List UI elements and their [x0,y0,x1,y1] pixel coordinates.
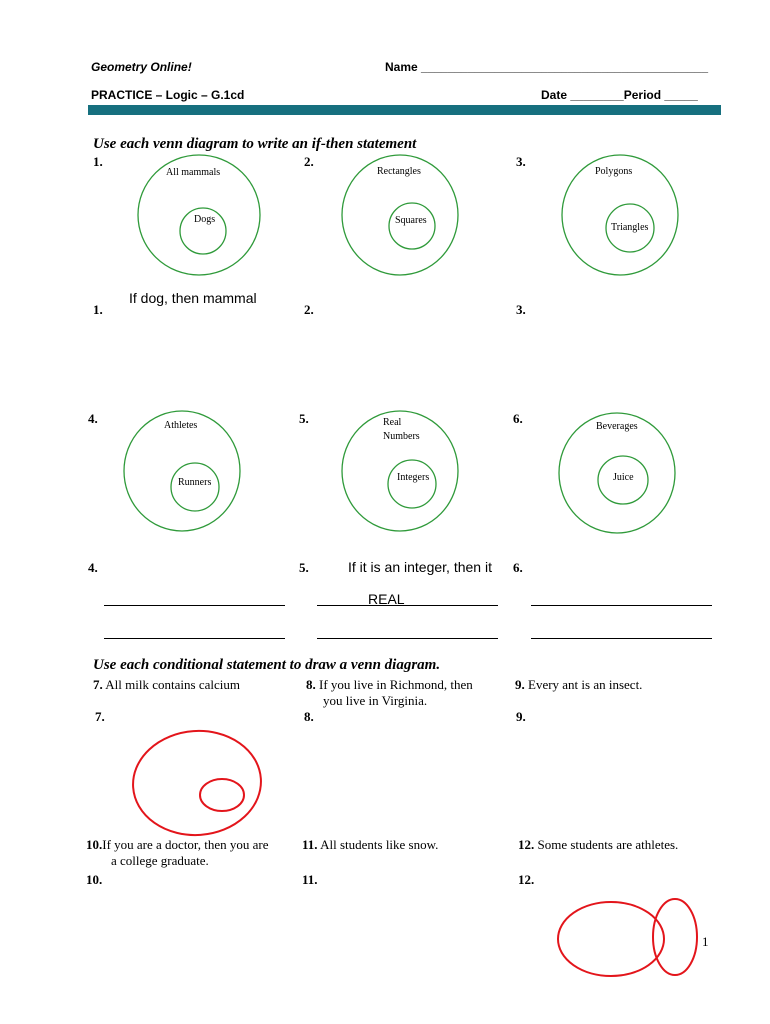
answer-line[interactable] [317,605,498,606]
inner-circle [388,460,436,508]
answer-number: 10. [86,872,103,887]
inner-circle [389,203,435,249]
outer-label: Rectangles [377,166,421,177]
answer-number: 11. [302,872,318,887]
statement-7 [93,677,240,692]
outer-label-line1: Real [383,417,402,428]
statement-12 [518,837,678,852]
practice-title: PRACTICE – Logic – G.1cd [91,88,245,102]
statement-number: 7. [93,677,103,692]
inner-label: Triangles [611,222,649,233]
answer-1-text[interactable]: If dog, then mammal [129,290,257,306]
answer-number: 6. [513,560,523,575]
statement-text: All students like snow. [320,837,439,852]
statement-number: 10. [86,837,103,852]
statement-text-line1: If you live in Richmond, then [319,677,473,692]
section2-heading: Use each conditional statement to draw a venn diagram. [93,657,441,673]
outer-label: Athletes [164,420,198,431]
answer-line[interactable] [531,638,712,639]
outer-label: Beverages [596,421,638,432]
diagram-number: 2. [304,154,314,169]
diagram-number: 3. [516,154,526,169]
drawn-venn-diagram-7 [130,728,265,838]
answer-line[interactable] [531,605,712,606]
answer-line[interactable] [104,638,285,639]
statement-number: 12. [518,837,535,852]
inner-label: Juice [613,472,634,483]
left-circle [558,902,664,976]
outer-label-line2: Numbers [383,431,420,442]
inner-label: Integers [397,472,430,483]
header-banner [88,105,721,115]
inner-circle [200,779,244,811]
diagram-number: 5. [299,411,309,426]
answer-number: 5. [299,560,309,575]
statement-text-line2: a college graduate. [111,853,209,868]
outer-circle [342,411,458,531]
answer-number: 12. [518,872,535,887]
statement-text: All milk contains calcium [105,677,240,692]
statement-text: Some students are athletes. [537,837,679,852]
answer-5-text[interactable]: If it is an integer, then it [348,559,492,575]
answer-line[interactable] [104,605,285,606]
diagram-number: 1. [93,154,103,169]
inner-label: Squares [395,215,427,226]
diagram-number: 6. [513,411,523,426]
statement-text-line2: you live in Virginia. [323,693,428,708]
statement-text-line1: If you are a doctor, then you are [102,837,269,852]
name-field: Name ___________________________________________ [385,60,708,74]
answer-number: 7. [95,709,105,724]
statement-number: 8. [306,677,316,692]
statement-text: Every ant is an insect. [528,677,643,692]
answer-number: 2. [304,302,314,317]
answer-line[interactable] [317,638,498,639]
page-number: 1 [702,934,709,949]
inner-label: Runners [178,477,212,488]
answer-number: 3. [516,302,526,317]
statement-8 [306,677,473,692]
statement-9 [515,677,642,692]
answer-number: 4. [88,560,98,575]
statement-10 [86,837,269,852]
answer-number: 1. [93,302,103,317]
outer-label: Polygons [595,166,633,177]
statement-number: 11. [302,837,318,852]
date-period-field: Date ________Period _____ [541,88,698,102]
right-circle [653,899,697,975]
answer-number: 9. [516,709,526,724]
inner-label: Dogs [194,214,216,225]
site-title: Geometry Online! [91,60,192,74]
statement-11 [302,837,438,852]
outer-label: All mammals [166,167,221,178]
drawn-venn-diagram-12 [555,897,700,979]
statement-number: 9. [515,677,525,692]
venn-diagram-real-numbers [340,408,465,534]
outer-circle [130,727,265,840]
diagram-number: 4. [88,411,98,426]
answer-5-text-continued[interactable]: REAL [368,591,405,607]
section1-heading: Use each venn diagram to write an if-then statement [93,136,417,152]
answer-number: 8. [304,709,314,724]
